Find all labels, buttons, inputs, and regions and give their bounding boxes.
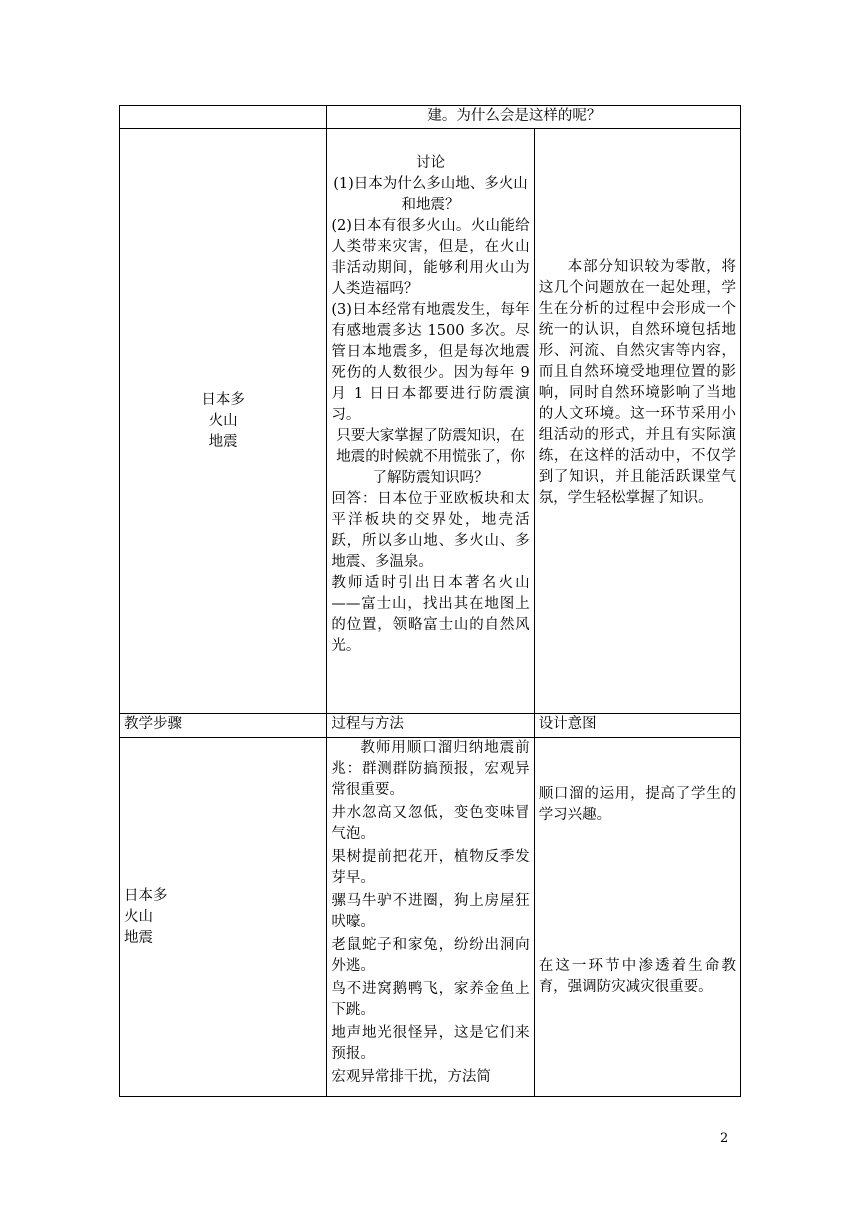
header-step: 教学步骤 [120, 714, 327, 738]
rhyme-intro: 教师用顺口溜归纳地震前兆：群测群防搞预报，宏观异常很重要。 [331, 740, 530, 798]
process-item: 只要大家掌握了防震知识，在地震的时候就不用慌张了，你了解防震知识吗？ [336, 428, 525, 486]
rhyme-line: 宏观异常排干扰，方法简 [331, 1069, 491, 1085]
process-item: (2)日本有很多火山。火山能给人类带来灾害，但是，在火山非活动期间，能够利用火山为人类造福吗？ [331, 218, 530, 297]
cell-intent [534, 738, 740, 1097]
rhyme-line: 骡马牛驴不进圈，狗上房屋狂吠嚎。 [331, 893, 530, 930]
topic-line: 地震 [208, 433, 238, 450]
table-row-continuation [120, 106, 741, 129]
process-item: 回答：日本位于亚欧板块和太平洋板块的交界处，地壳活跃，所以多山地、多火山、多地震、多温泉。 [331, 491, 530, 570]
cell-continuation-text [327, 106, 741, 129]
cell-process [327, 129, 534, 714]
rhyme-line: 老鼠蛇子和家兔，纷纷出洞向外逃。 [331, 937, 530, 974]
topic-line: 日本多 [201, 391, 245, 408]
process-item: 教师适时引出日本著名火山——富士山，找出其在地图上的位置，领略富士山的自然风光。 [331, 575, 530, 654]
cell-step-empty [120, 106, 327, 129]
table-header-row [120, 714, 741, 738]
intent-text: 在这一环节中渗透着生命教育，强调防灾减灾很重要。 [538, 958, 736, 995]
rhyme-line: 地声地光很怪异，这是它们来预报。 [331, 1025, 530, 1062]
intent-text: 本部分知识较为零散，将这几个问题放在一起处理，学生在分析的过程中会形成一个统一的认识，自然环境包括地形、河流、自然灾害等内容，而且自然环境受地理位置的影响，同时自然环境影响了当地的人文环境。这一环节采用小组活动的形式，并且有实际演练，在这样的活动中，不仅学到了知识，并且能活跃课堂气氛，学生轻松掌握了知识。 [538, 259, 736, 506]
cell-topic [120, 738, 327, 1097]
table-row-rhyme [120, 738, 741, 1097]
topic-line: 火山 [208, 412, 238, 429]
process-heading: 讨论 [416, 155, 446, 171]
intent-text: 顺口溜的运用，提高了学生的学习兴趣。 [538, 786, 736, 823]
page-number: 2 [720, 1131, 729, 1146]
continuation-text: 建。为什么会是这样的呢？ [427, 108, 602, 124]
rhyme-line: 井水忽高又忽低，变色变味冒气泡。 [331, 805, 530, 842]
topic-line: 地震 [124, 929, 153, 946]
topic-line: 日本多 [124, 887, 168, 904]
cell-topic [120, 129, 327, 714]
table-row-discussion [120, 129, 741, 714]
lesson-plan-table [119, 105, 741, 1097]
rhyme-line: 鸟不进窝鹅鸭飞，家养金鱼上下跳。 [331, 981, 530, 1018]
process-item: (3)日本经常有地震发生，每年有感地震多达 1500 多次。尽管日本地震多，但是每次地震死伤的人数很少。因为每年 9 月 1 日日本都要进行防震演习。 [331, 302, 530, 423]
header-intent: 设计意图 [534, 714, 740, 738]
rhyme-line: 果树提前把花开，植物反季发芽早。 [331, 849, 530, 886]
cell-process [327, 738, 534, 1097]
cell-intent [534, 129, 740, 714]
header-process: 过程与方法 [327, 714, 534, 738]
topic-line: 火山 [124, 908, 153, 925]
process-item: (1)日本为什么多山地、多火山和地震？ [333, 176, 528, 213]
